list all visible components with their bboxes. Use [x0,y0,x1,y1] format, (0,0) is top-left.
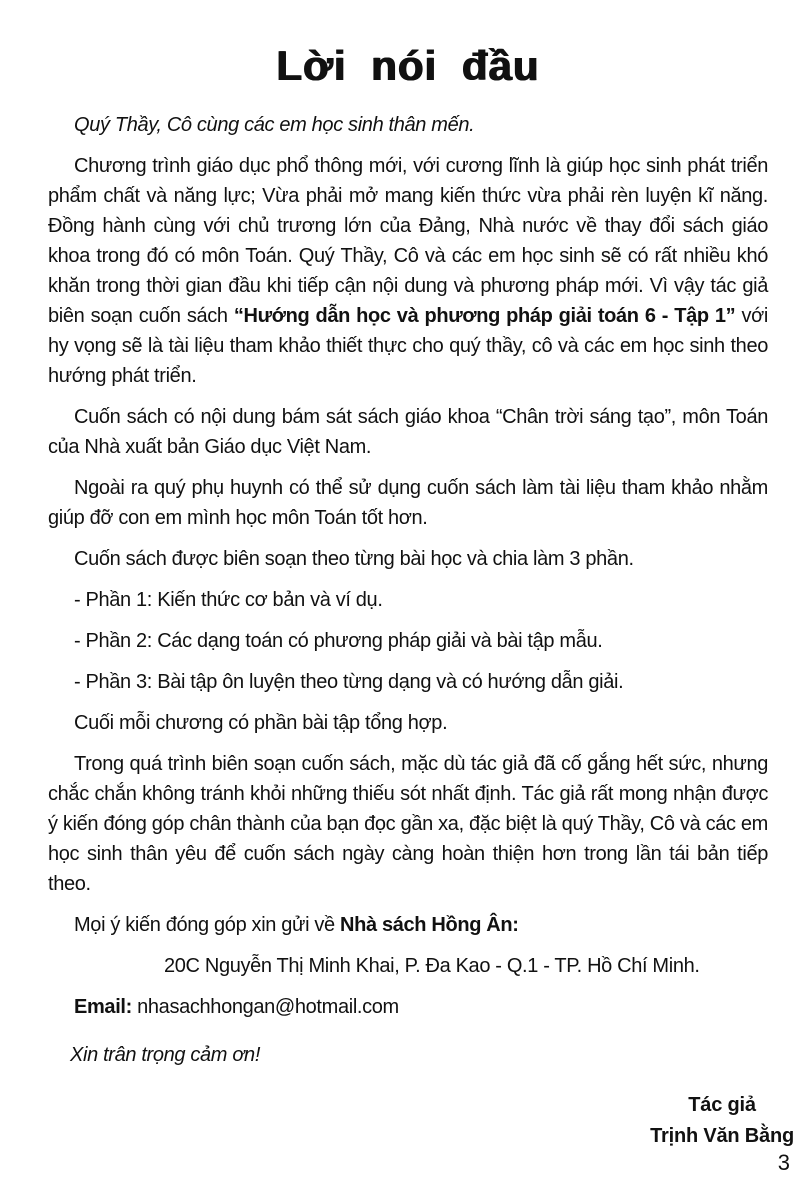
bookstore-name: Nhà sách Hồng Ân: [340,914,519,936]
book-title-highlight: “Hướng dẫn học và phương pháp giải toán 6 - Tập 1” [233,305,736,327]
page-number: 3 [777,1150,790,1175]
email-label: Email: [74,996,132,1018]
signature-block [650,1090,794,1152]
email-address: nhasachhongan@hotmail.com [131,996,399,1018]
author-role: Tác giả [688,1094,756,1116]
list-item-part2: - Phần 2: Các dạng toán có phương pháp giải và bài tập mẫu. [74,630,603,652]
paragraph-apology: Trong quá trình biên soạn cuốn sách, mặc dù tác giả đã cố gắng hết sức, nhưng chắc chắn không tránh khỏi những thiếu sót nhất định. Tác giả rất mong nhận được ý kiến đóng góp chân thành của bạn đọc gần xa, đặc biệt là quý Thầy, Cô và các em học sinh thân yêu để cuốn sách ngày càng hoàn thiện hơn trong lần tái bản tiếp theo. [48,753,768,895]
paragraph-structure: Cuốn sách được biên soạn theo từng bài học và chia làm 3 phần. [74,548,634,570]
list-item-part3: - Phần 3: Bài tập ôn luyện theo từng dạng và có hướng dẫn giải. [74,671,624,693]
page-content [48,0,794,1152]
email-line [48,992,768,1022]
list-item-part1: - Phần 1: Kiến thức cơ bản và ví dụ. [74,589,383,611]
paragraph-intro-text-before: Chương trình giáo dục phổ thông mới, với cương lĩnh là giúp học sinh phát triển phẩm chất và năng lực; Vừa phải mở mang kiến thức vừa phải rèn luyện kĩ năng. Đồng hành cùng với chủ trương lớn của Đảng, Nhà nước về thay đổi sách giáo khoa trong đó có môn Toán. Quý Thầy, Cô và các em học sinh sẽ có rất nhiều khó khăn trong thời gian đầu khi tiếp cận nội dung và phương pháp mới. Vì vậy tác giả biên soạn cuốn sách [48,155,768,327]
author-name: Trịnh Văn Bằng [650,1125,794,1147]
contact-line [48,910,768,940]
greeting-line: Quý Thầy, Cô cùng các em học sinh thân mến. [74,114,475,136]
thanks-line: Xin trân trọng cảm ơn! [70,1044,261,1066]
address-line: 20C Nguyễn Thị Minh Khai, P. Đa Kao - Q.1 - TP. Hồ Chí Minh. [164,955,700,977]
paragraph-intro-text-after: với hy vọng sẽ là tài liệu tham khảo thiết thực cho quý thầy, cô và các em học sinh theo hướng phát triển. [48,305,768,387]
contact-intro-text: Mọi ý kiến đóng góp xin gửi về [74,914,341,936]
paragraph-parents: Ngoài ra quý phụ huynh có thể sử dụng cuốn sách làm tài liệu tham khảo nhằm giúp đỡ con em mình học môn Toán tốt hơn. [48,477,768,529]
paragraph-intro [48,151,768,391]
paragraph-chapter-note: Cuối mỗi chương có phần bài tập tổng hợp. [74,712,448,734]
paragraph-curriculum: Cuốn sách có nội dung bám sát sách giáo khoa “Chân trời sáng tạo”, môn Toán của Nhà xuất bản Giáo dục Việt Nam. [48,406,768,458]
page-title: Lời nói đầu [276,42,540,89]
